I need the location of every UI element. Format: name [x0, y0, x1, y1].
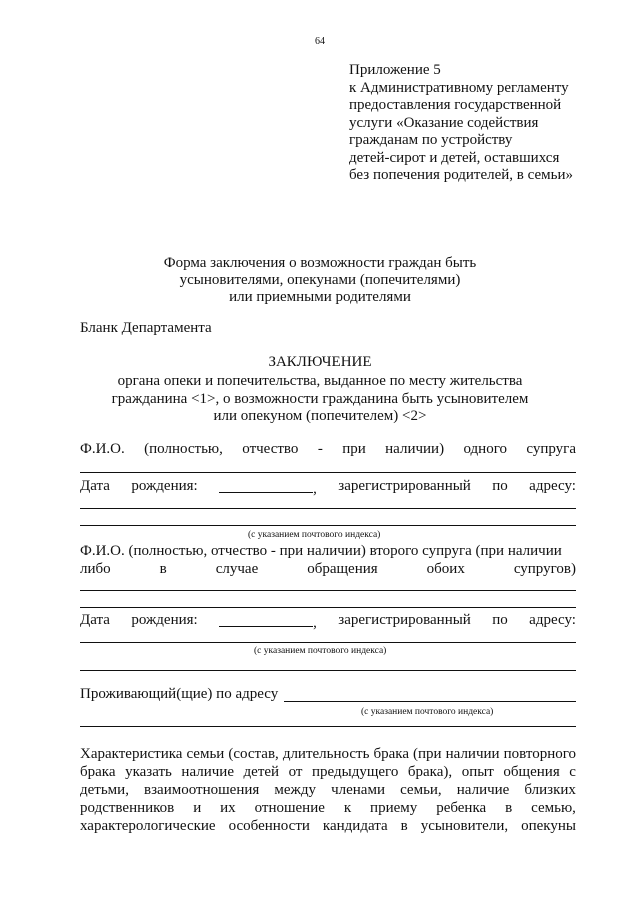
conclusion-subtitle	[0, 373, 640, 426]
paragraph-line	[80, 782, 576, 799]
conclusion-subtitle-line: гражданина <1>, о возможности гражданина быть усыновителем	[111, 390, 529, 407]
residing-address-line-2[interactable]	[80, 726, 576, 727]
spouse1-name-line[interactable]	[80, 472, 576, 473]
birth-date-field[interactable]: ,	[219, 478, 317, 498]
postal-index-hint: (с указанием почтового индекса)	[361, 707, 494, 717]
appendix-line: к Административному регламенту	[349, 79, 569, 96]
paragraph-line	[80, 800, 576, 817]
text-word: при	[342, 441, 366, 457]
text-word: их	[220, 800, 236, 816]
family-characteristic-paragraph	[80, 746, 576, 835]
birth-label: Дата	[80, 612, 110, 628]
text-word: семью,	[531, 800, 576, 816]
text-word: семьи	[186, 746, 225, 762]
text-word: детьми,	[80, 782, 129, 798]
po-label: по	[492, 478, 508, 494]
text-word: случае	[215, 561, 259, 577]
spouse1-birth-row	[80, 478, 576, 498]
text-word: отношение	[254, 800, 325, 816]
text-word: особенности	[228, 818, 310, 834]
spouse2-address-line-2[interactable]	[80, 670, 576, 671]
po-label: по	[492, 612, 508, 628]
appendix-line: Приложение 5	[349, 62, 441, 78]
page-number: 64	[315, 36, 325, 47]
text-word: к	[343, 800, 352, 816]
birth-label: Дата	[80, 478, 110, 494]
text-word: (состав,	[228, 746, 279, 762]
spouse2-address-line-1[interactable]	[80, 642, 576, 643]
paragraph-line	[80, 764, 576, 781]
text-word: семьи,	[400, 782, 442, 798]
text-word: Ф.И.О.	[80, 441, 125, 457]
text-word: от	[288, 764, 303, 780]
registered-label: зарегистрированный	[338, 478, 471, 494]
spouse1-address-line-1[interactable]	[80, 508, 576, 509]
conclusion-subtitle-line: органа опеки и попечительства, выданное по месту жительства	[117, 373, 523, 389]
appendix-line: гражданам по устройству	[349, 132, 513, 148]
text-word: кандидата	[322, 818, 388, 834]
text-word: родственников	[80, 800, 175, 816]
text-word: указать	[125, 764, 172, 780]
text-word: близких	[524, 782, 576, 798]
text-word: брака	[373, 746, 409, 762]
text-word: отчество	[242, 441, 299, 457]
conclusion-subtitle-line: или опекуном (попечителем) <2>	[213, 408, 427, 424]
postal-index-hint: (с указанием почтового индекса)	[248, 530, 381, 540]
text-word: длительность	[282, 746, 370, 762]
text-word: (при	[413, 746, 442, 762]
text-word: повторного	[503, 746, 576, 762]
text-word: членами	[331, 782, 385, 798]
text-word: в	[159, 561, 167, 577]
birth-label-2: рождения:	[131, 612, 198, 628]
birth-date-field[interactable]: ,	[219, 612, 317, 632]
text-word: опыт	[461, 764, 494, 780]
text-word: предыдущего	[312, 764, 399, 780]
paragraph-line	[80, 746, 576, 763]
text-word: брака),	[407, 764, 453, 780]
birth-label-2: рождения:	[131, 478, 198, 494]
text-word: в	[505, 800, 513, 816]
department-blank-label: Бланк Департамента	[80, 320, 212, 336]
text-word: наличие	[181, 764, 234, 780]
residing-label: Проживающий(щие) по адресу	[80, 686, 279, 702]
text-word: супруга	[526, 441, 576, 457]
appendix-line: без попечения родителей, в семьи»	[349, 167, 573, 183]
postal-index-hint: (с указанием почтового индекса)	[254, 646, 387, 656]
text-word: с	[569, 764, 576, 780]
text-word: между	[274, 782, 317, 798]
conclusion-heading: ЗАКЛЮЧЕНИЕ	[268, 354, 372, 370]
form-title-line: или приемными родителями	[229, 289, 411, 305]
text-word: -	[317, 441, 323, 457]
text-word: детей	[243, 764, 280, 780]
text-word: общения	[503, 764, 560, 780]
text-word: приему	[370, 800, 418, 816]
spouse2-name-label-1: Ф.И.О. (полностью, отчество - при наличии) второго супруга (при наличии	[80, 543, 562, 559]
text-word: (полностью,	[144, 441, 223, 457]
address-label: адресу:	[529, 478, 576, 494]
text-word: и	[193, 800, 202, 816]
address-label: адресу:	[529, 612, 576, 628]
text-word: обоих	[426, 561, 465, 577]
text-word: либо	[80, 561, 111, 577]
spouse2-name-line-1[interactable]	[80, 590, 576, 591]
text-word: наличие	[456, 782, 510, 798]
text-word: усыновители,	[420, 818, 509, 834]
form-title-line: усыновителями, опекунами (попечителями)	[179, 272, 461, 288]
appendix-line: детей-сирот и детей, оставшихся	[349, 149, 560, 166]
text-word: одного	[463, 441, 507, 457]
text-word: обращения	[307, 561, 378, 577]
text-word: супругов)	[513, 561, 576, 577]
appendix-line: услуги «Оказание содействия	[349, 114, 539, 131]
text-word: характерологические	[80, 818, 216, 834]
spouse2-birth-row	[80, 612, 576, 632]
form-title-line: Форма заключения о возможности граждан быть	[163, 255, 477, 271]
registered-label: зарегистрированный	[338, 612, 471, 628]
spouse1-address-line-2[interactable]	[80, 525, 576, 526]
text-word: опекуны	[521, 818, 576, 834]
text-word: взаимоотношения	[144, 782, 260, 798]
text-word: наличии)	[385, 441, 445, 457]
paragraph-line	[80, 818, 576, 835]
text-word: в	[400, 818, 408, 834]
appendix-block	[349, 62, 573, 185]
form-title	[0, 255, 640, 306]
spouse1-name-label	[80, 441, 576, 458]
text-word: наличии	[445, 746, 500, 762]
text-word: Характеристика	[80, 746, 183, 762]
spouse2-name-label-2	[80, 561, 576, 578]
spouse2-name-line-2[interactable]	[80, 607, 576, 608]
text-word: брака	[80, 764, 116, 780]
text-word: ребенка	[436, 800, 487, 816]
residing-address-line[interactable]	[284, 701, 576, 702]
appendix-line: предоставления государственной	[349, 97, 562, 113]
